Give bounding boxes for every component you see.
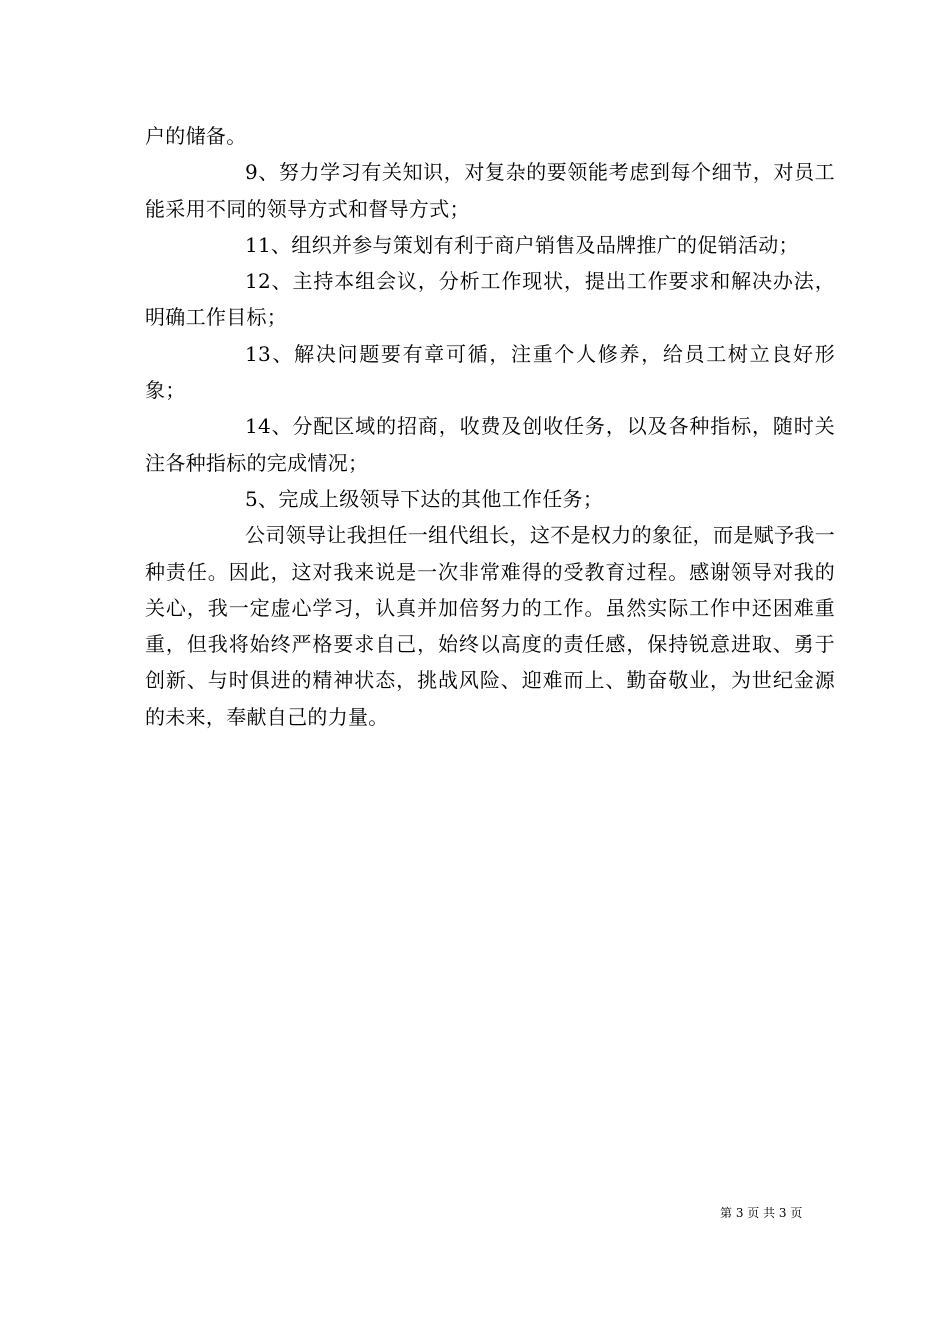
paragraph-continuation: 户的储备。 — [145, 124, 247, 148]
document-body — [145, 118, 835, 735]
paragraph-item-14: 14、分配区域的招商，收费及创收任务，以及各种指标，随时关注各种指标的完成情况； — [145, 414, 835, 475]
paragraph-item-9: 9、努力学习有关知识，对复杂的要领能考虑到每个细节，对员工能采用不同的领导方式和督导方式； — [145, 160, 835, 221]
paragraph-item-11: 11、组织并参与策划有利于商户销售及品牌推广的促销活动； — [245, 232, 799, 257]
paragraph-closing: 公司领导让我担任一组代组长，这不是权力的象征，而是赋予我一种责任。因此，这对我来说是一次非常难得的受教育过程。感谢领导对我的关心，我一定虚心学习，认真并加倍努力的工作。虽然实际工作中还困难重重，但我将始终严格要求自己，始终以高度的责任感，保持锐意进取、勇于创新、与时俱进的精神状态，挑战风险、迎难而上、勤奋敬业，为世纪金源的未来，奉献自己的力量。 — [145, 523, 835, 729]
page-number-footer: 第 3 页 共 3 页 — [720, 1206, 803, 1220]
paragraph-item-5: 5、完成上级领导下达的其他工作任务； — [245, 486, 604, 511]
paragraph-item-12: 12、主持本组会议，分析工作现状，提出工作要求和解决办法，明确工作目标； — [145, 269, 835, 330]
paragraph-item-13: 13、解决问题要有章可循，注重个人修养，给员工树立良好形象； — [145, 341, 835, 403]
